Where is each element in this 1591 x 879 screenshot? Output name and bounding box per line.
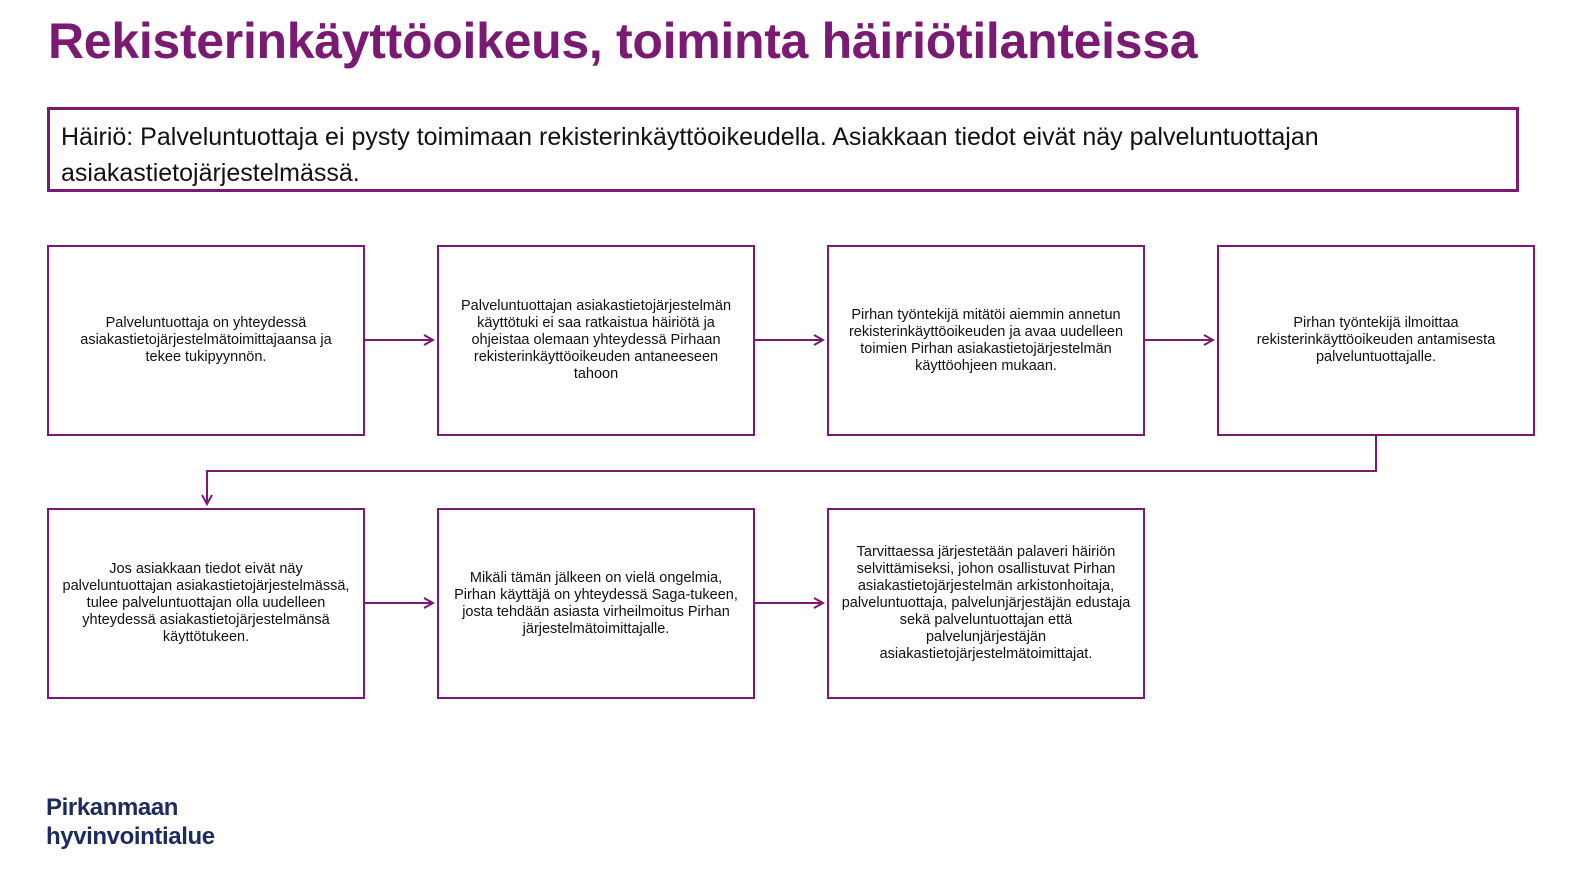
logo-line-2: hyvinvointialue bbox=[46, 823, 215, 850]
arrow-4-to-5 bbox=[207, 436, 1376, 504]
problem-statement: Häiriö: Palveluntuottaja ei pysty toimimaan rekisterinkäyttöoikeudella. Asiakkaan tiedot eivät näy palveluntuottajan asiakastietojärjestelmässä. bbox=[47, 107, 1519, 192]
organization-logo bbox=[46, 793, 215, 851]
flow-step-1: Palveluntuottaja on yhteydessä asiakastietojärjestelmätoimittajaansa ja tekee tukipyynnön. bbox=[47, 245, 365, 436]
flow-step-2: Palveluntuottajan asiakastietojärjestelmän käyttötuki ei saa ratkaistua häiriötä ja ohjeistaa olemaan yhteydessä Pirhaan rekisterinkäyttöoikeuden antaneeseen tahoon bbox=[437, 245, 755, 436]
page-title: Rekisterinkäyttöoikeus, toiminta häiriötilanteissa bbox=[48, 13, 1198, 69]
flow-step-3: Pirhan työntekijä mitätöi aiemmin annetun rekisterinkäyttöoikeuden ja avaa uudelleen toimien Pirhan asiakastietojärjestelmän käyttöohjeen mukaan. bbox=[827, 245, 1145, 436]
flow-step-5: Jos asiakkaan tiedot eivät näy palveluntuottajan asiakastietojärjestelmässä, tulee palveluntuottajan olla uudelleen yhteydessä asiakastietojärjestelmänsä käyttötukeen. bbox=[47, 508, 365, 699]
flow-step-7: Tarvittaessa järjestetään palaveri häiriön selvittämiseksi, johon osallistuvat Pirhan asiakastietojärjestelmän arkistonhoitaja, palveluntuottaja, palvelunjärjestäjän edustaja sekä palveluntuottajan että palvelunjärjestäjän asiakastietojärjestelmätoimittajat. bbox=[827, 508, 1145, 699]
flow-step-6: Mikäli tämän jälkeen on vielä ongelmia, Pirhan käyttäjä on yhteydessä Saga-tukeen, josta tehdään asiasta virheilmoitus Pirhan järjestelmätoimittajalle. bbox=[437, 508, 755, 699]
flow-step-4: Pirhan työntekijä ilmoittaa rekisterinkäyttöoikeuden antamisesta palveluntuottajalle. bbox=[1217, 245, 1535, 436]
logo-line-1: Pirkanmaan bbox=[46, 794, 179, 821]
